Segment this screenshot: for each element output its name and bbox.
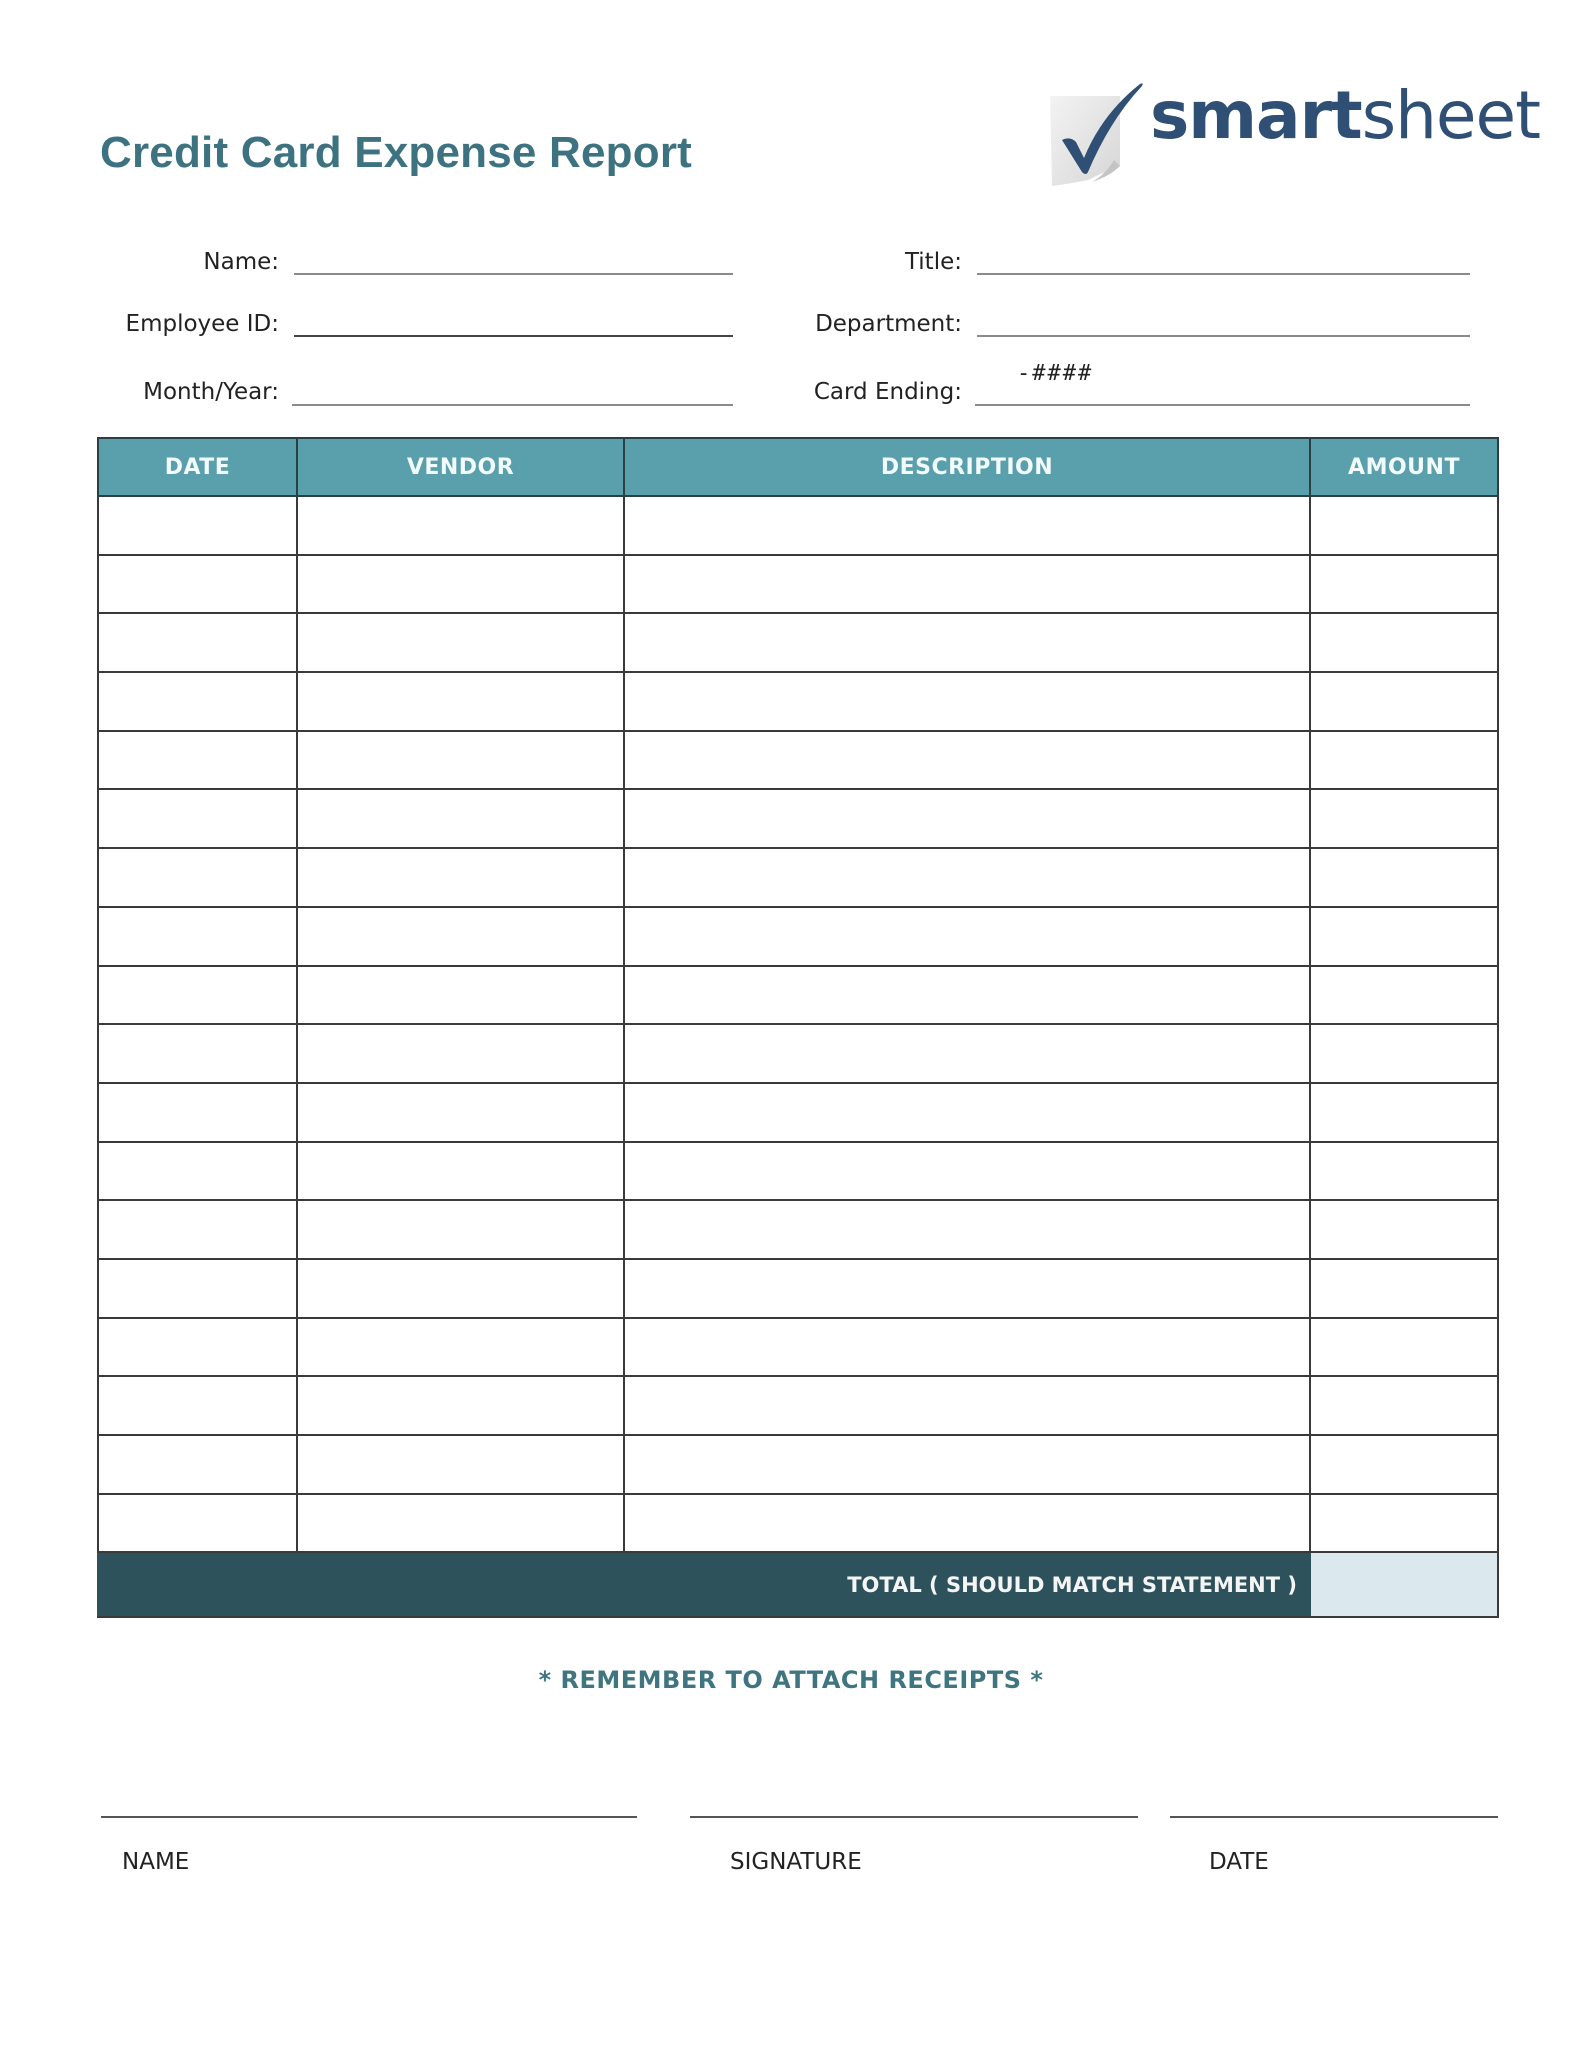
table-row	[98, 613, 1498, 672]
vendor-cell[interactable]	[297, 1142, 624, 1201]
table-row	[98, 1494, 1498, 1553]
card-ending-field[interactable]	[975, 404, 1470, 406]
amount-cell[interactable]	[1310, 1318, 1498, 1377]
vendor-cell[interactable]	[297, 1494, 624, 1553]
name-field[interactable]	[294, 273, 733, 275]
total-amount-cell[interactable]	[1310, 1552, 1498, 1617]
expense-table	[97, 437, 1499, 1618]
description-cell[interactable]	[624, 1494, 1310, 1553]
description-cell[interactable]	[624, 1200, 1310, 1259]
amount-cell[interactable]	[1310, 1083, 1498, 1142]
date-cell[interactable]	[98, 1142, 297, 1201]
amount-cell[interactable]	[1310, 1376, 1498, 1435]
date-cell[interactable]	[98, 907, 297, 966]
date-cell[interactable]	[98, 848, 297, 907]
date-cell[interactable]	[98, 672, 297, 731]
description-cell[interactable]	[624, 731, 1310, 790]
table-row	[98, 672, 1498, 731]
table-row	[98, 496, 1498, 555]
logo-text-bold: smart	[1150, 77, 1362, 154]
table-row	[98, 1435, 1498, 1494]
vendor-cell[interactable]	[297, 496, 624, 555]
date-cell[interactable]	[98, 555, 297, 614]
amount-cell[interactable]	[1310, 1435, 1498, 1494]
name-signature-line[interactable]	[101, 1816, 637, 1818]
description-cell[interactable]	[624, 848, 1310, 907]
description-cell[interactable]	[624, 1435, 1310, 1494]
vendor-cell[interactable]	[297, 731, 624, 790]
column-header-date: DATE	[98, 438, 297, 496]
amount-cell[interactable]	[1310, 907, 1498, 966]
table-row	[98, 1318, 1498, 1377]
amount-cell[interactable]	[1310, 496, 1498, 555]
table-row	[98, 789, 1498, 848]
department-field[interactable]	[977, 335, 1470, 337]
description-cell[interactable]	[624, 1083, 1310, 1142]
amount-cell[interactable]	[1310, 1494, 1498, 1553]
date-cell[interactable]	[98, 1200, 297, 1259]
table-row	[98, 1142, 1498, 1201]
amount-cell[interactable]	[1310, 1142, 1498, 1201]
department-label: Department:	[815, 311, 962, 337]
vendor-cell[interactable]	[297, 907, 624, 966]
description-cell[interactable]	[624, 1259, 1310, 1318]
amount-cell[interactable]	[1310, 731, 1498, 790]
description-cell[interactable]	[624, 496, 1310, 555]
date-signature-line[interactable]	[1170, 1816, 1498, 1818]
vendor-cell[interactable]	[297, 1376, 624, 1435]
amount-cell[interactable]	[1310, 555, 1498, 614]
description-cell[interactable]	[624, 1376, 1310, 1435]
vendor-cell[interactable]	[297, 1318, 624, 1377]
amount-cell[interactable]	[1310, 1259, 1498, 1318]
total-row	[98, 1552, 1498, 1617]
signature-name-label: NAME	[122, 1849, 190, 1875]
date-cell[interactable]	[98, 789, 297, 848]
employee-id-field[interactable]	[294, 335, 733, 337]
amount-cell[interactable]	[1310, 966, 1498, 1025]
table-row	[98, 1200, 1498, 1259]
employee-id-label: Employee ID:	[125, 311, 279, 337]
amount-cell[interactable]	[1310, 1200, 1498, 1259]
month-year-label: Month/Year:	[143, 379, 279, 405]
table-row	[98, 966, 1498, 1025]
vendor-cell[interactable]	[297, 1435, 624, 1494]
table-row	[98, 848, 1498, 907]
receipts-reminder: * REMEMBER TO ATTACH RECEIPTS *	[538, 1666, 1044, 1694]
table-header-row	[98, 438, 1498, 496]
card-ending-value[interactable]: -####	[1017, 361, 1094, 386]
vendor-cell[interactable]	[297, 613, 624, 672]
table-row	[98, 1376, 1498, 1435]
page-title: Credit Card Expense Report	[100, 128, 693, 177]
vendor-cell[interactable]	[297, 1259, 624, 1318]
title-label: Title:	[904, 249, 962, 275]
signature-label: SIGNATURE	[730, 1849, 862, 1875]
description-cell[interactable]	[624, 966, 1310, 1025]
description-cell[interactable]	[624, 789, 1310, 848]
date-cell[interactable]	[98, 1259, 297, 1318]
vendor-cell[interactable]	[297, 555, 624, 614]
table-body	[98, 496, 1498, 1552]
table-row	[98, 1083, 1498, 1142]
vendor-cell[interactable]	[297, 966, 624, 1025]
logo-text-regular: sheet	[1361, 77, 1541, 154]
signature-line[interactable]	[690, 1816, 1138, 1818]
description-cell[interactable]	[624, 907, 1310, 966]
vendor-cell[interactable]	[297, 1200, 624, 1259]
column-header-description: DESCRIPTION	[624, 438, 1310, 496]
vendor-cell[interactable]	[297, 1024, 624, 1083]
amount-cell[interactable]	[1310, 848, 1498, 907]
date-cell[interactable]	[98, 1024, 297, 1083]
total-label: TOTAL ( SHOULD MATCH STATEMENT )	[98, 1552, 1310, 1617]
table-row	[98, 731, 1498, 790]
vendor-cell[interactable]	[297, 848, 624, 907]
table-row	[98, 1024, 1498, 1083]
amount-cell[interactable]	[1310, 789, 1498, 848]
vendor-cell[interactable]	[297, 672, 624, 731]
signature-date-label: DATE	[1209, 1849, 1269, 1875]
description-cell[interactable]	[624, 613, 1310, 672]
column-header-amount: AMOUNT	[1310, 438, 1498, 496]
date-cell[interactable]	[98, 613, 297, 672]
description-cell[interactable]	[624, 1024, 1310, 1083]
month-year-field[interactable]	[292, 404, 733, 406]
checkmark-page-icon	[1044, 80, 1154, 190]
date-cell[interactable]	[98, 966, 297, 1025]
table-row	[98, 1259, 1498, 1318]
table-row	[98, 555, 1498, 614]
table-row	[98, 907, 1498, 966]
date-cell[interactable]	[98, 1083, 297, 1142]
column-header-vendor: VENDOR	[297, 438, 624, 496]
smartsheet-logo	[1150, 77, 1541, 154]
title-field[interactable]	[977, 273, 1470, 275]
amount-cell[interactable]	[1310, 1024, 1498, 1083]
date-cell[interactable]	[98, 731, 297, 790]
card-ending-label: Card Ending:	[813, 379, 962, 405]
date-cell[interactable]	[98, 1318, 297, 1377]
amount-cell[interactable]	[1310, 672, 1498, 731]
name-label: Name:	[203, 249, 279, 275]
description-cell[interactable]	[624, 1142, 1310, 1201]
date-cell[interactable]	[98, 496, 297, 555]
description-cell[interactable]	[624, 555, 1310, 614]
date-cell[interactable]	[98, 1376, 297, 1435]
description-cell[interactable]	[624, 672, 1310, 731]
amount-cell[interactable]	[1310, 613, 1498, 672]
vendor-cell[interactable]	[297, 1083, 624, 1142]
date-cell[interactable]	[98, 1494, 297, 1553]
date-cell[interactable]	[98, 1435, 297, 1494]
vendor-cell[interactable]	[297, 789, 624, 848]
description-cell[interactable]	[624, 1318, 1310, 1377]
